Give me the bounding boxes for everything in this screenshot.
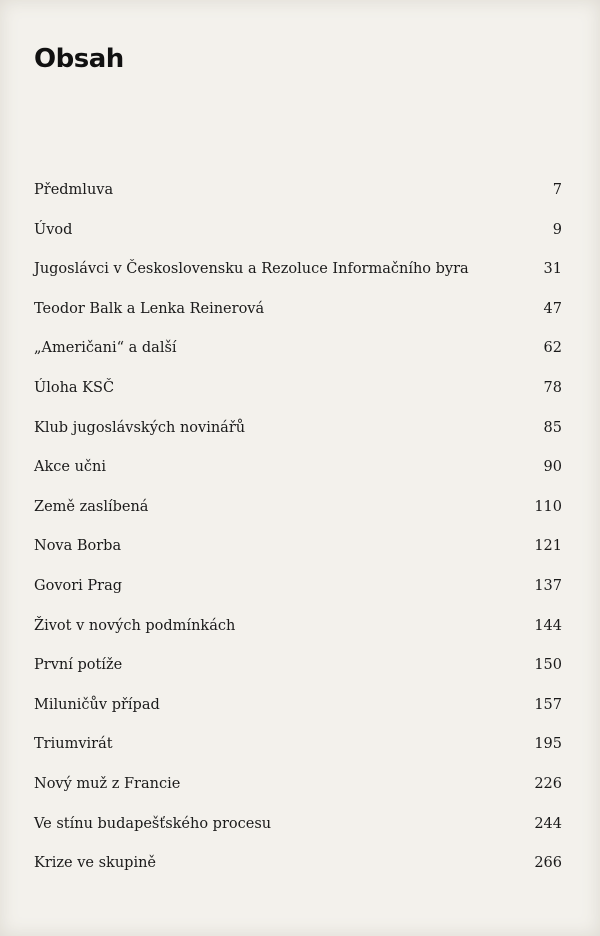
toc-entry-title: Krize ve skupině	[34, 855, 157, 872]
toc-entry-title: Govori Prag	[34, 577, 123, 594]
toc-entry[interactable]	[34, 855, 562, 895]
toc-entry[interactable]	[34, 340, 562, 380]
toc-entry-title: Triumvirát	[34, 736, 113, 753]
toc-entry[interactable]	[34, 657, 562, 697]
toc-entry-title: Akce učni	[34, 459, 107, 476]
toc-entry-page: 62	[543, 340, 562, 357]
toc-entry-title: Život v nových podmínkách	[34, 617, 236, 634]
toc-entry[interactable]	[34, 697, 562, 737]
toc-entry[interactable]	[34, 459, 562, 499]
toc-entry-title: Nový muž z Francie	[34, 775, 181, 792]
toc-entry-page: 9	[552, 221, 562, 238]
toc-entry-title: Předmluva	[34, 182, 114, 198]
toc-entry[interactable]	[34, 222, 562, 262]
toc-entry-title: Země zaslíbená	[34, 498, 149, 515]
toc-entry-page: 31	[543, 261, 562, 278]
table-of-contents	[34, 182, 562, 895]
toc-entry-title: Úvod	[34, 221, 73, 238]
toc-entry-page: 144	[534, 617, 562, 634]
toc-entry[interactable]	[34, 538, 562, 578]
toc-entry-page: 110	[534, 498, 562, 515]
toc-entry-page: 7	[552, 182, 562, 198]
toc-entry-page: 226	[534, 775, 562, 792]
toc-entry[interactable]	[34, 420, 562, 460]
toc-entry[interactable]	[34, 380, 562, 420]
toc-entry-title: První potíže	[34, 657, 123, 674]
toc-entry-title: Nova Borba	[34, 538, 122, 555]
toc-entry-title: Jugoslávci v Československu a Rezoluce Informačního byra	[34, 261, 469, 278]
toc-entry-title: Úloha KSČ	[34, 379, 115, 396]
toc-entry-title: „Američani“ a další	[34, 340, 177, 357]
toc-entry[interactable]	[34, 182, 562, 222]
toc-entry-page: 137	[534, 577, 562, 594]
toc-entry[interactable]	[34, 776, 562, 816]
page-title: Obsah	[34, 44, 124, 74]
toc-entry-page: 150	[534, 657, 562, 674]
toc-entry[interactable]	[34, 499, 562, 539]
toc-entry[interactable]	[34, 261, 562, 301]
toc-entry[interactable]	[34, 736, 562, 776]
toc-entry-page: 244	[534, 815, 562, 832]
toc-entry[interactable]	[34, 618, 562, 658]
toc-entry-title: Klub jugoslávských novinářů	[34, 419, 246, 436]
toc-entry-page: 47	[543, 300, 562, 317]
toc-entry[interactable]	[34, 301, 562, 341]
toc-entry-title: Miluničův případ	[34, 696, 160, 713]
toc-entry-page: 78	[543, 379, 562, 396]
toc-entry-page: 266	[534, 855, 562, 872]
toc-entry-page: 121	[534, 538, 562, 555]
toc-entry-page: 157	[534, 696, 562, 713]
toc-entry-title: Teodor Balk a Lenka Reinerová	[34, 300, 265, 317]
toc-entry[interactable]	[34, 816, 562, 856]
toc-entry-page: 85	[543, 419, 562, 436]
toc-entry[interactable]	[34, 578, 562, 618]
toc-entry-page: 195	[534, 736, 562, 753]
toc-entry-page: 90	[543, 459, 562, 476]
toc-entry-title: Ve stínu budapešťského procesu	[34, 815, 272, 832]
